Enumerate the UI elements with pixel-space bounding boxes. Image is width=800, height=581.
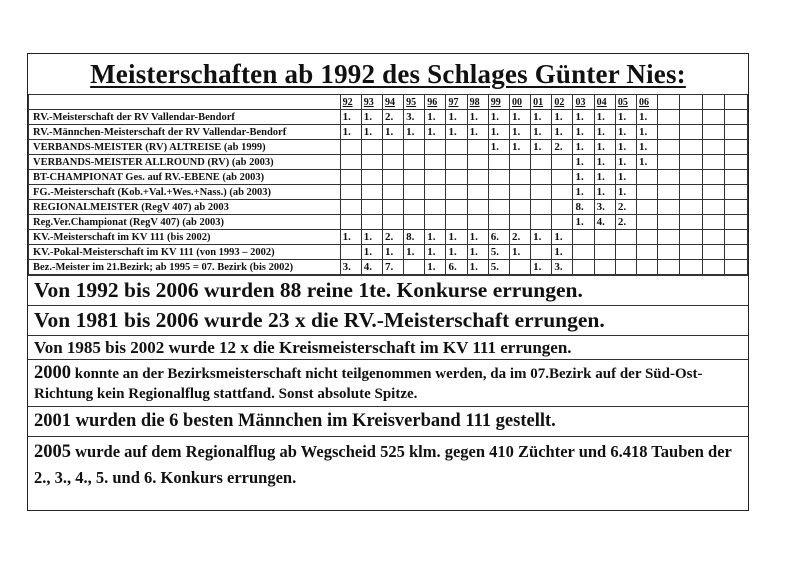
table-row bbox=[29, 140, 748, 155]
placement-cell: 1. bbox=[637, 110, 658, 125]
placement-cell: 1. bbox=[531, 110, 552, 125]
placement-cell bbox=[382, 185, 403, 200]
placement-cell bbox=[382, 140, 403, 155]
placement-cell: 1. bbox=[637, 125, 658, 140]
year-header-cell: 02 bbox=[552, 95, 573, 110]
year-header-cell: 04 bbox=[594, 95, 615, 110]
placement-cell: 1. bbox=[404, 245, 425, 260]
certificate-sheet bbox=[27, 53, 749, 511]
placement-cell: 2. bbox=[615, 215, 636, 230]
placement-cell: 1. bbox=[615, 155, 636, 170]
placement-cell: 1. bbox=[467, 260, 488, 275]
title-text: Meisterschaften ab 1992 des Schlages Günter Nies: bbox=[90, 58, 686, 89]
placement-cell bbox=[509, 170, 530, 185]
year-header-cell: 93 bbox=[361, 95, 382, 110]
placement-cell: 1. bbox=[615, 140, 636, 155]
statement-text: wurde auf dem Regionalflug ab Wegscheid 525 klm. gegen 410 Züchter und 6.418 Tauben der 2., 3., 4., 5. und 6. Konkurs errungen. bbox=[34, 442, 732, 487]
table-row bbox=[29, 170, 748, 185]
year-header-row bbox=[29, 95, 748, 110]
placement-cell bbox=[404, 260, 425, 275]
table-row bbox=[29, 200, 748, 215]
statement-rv-championships bbox=[28, 305, 748, 335]
placement-cell bbox=[382, 200, 403, 215]
placement-cell: 1. bbox=[446, 245, 467, 260]
placement-cell bbox=[637, 170, 658, 185]
placement-cell bbox=[680, 170, 702, 185]
placement-cell bbox=[573, 230, 594, 245]
placement-cell bbox=[404, 140, 425, 155]
placement-cell bbox=[702, 185, 724, 200]
placement-cell: 1. bbox=[573, 155, 594, 170]
placement-cell bbox=[531, 215, 552, 230]
placement-cell bbox=[488, 185, 509, 200]
placement-cell: 1. bbox=[594, 185, 615, 200]
placement-cell: 1. bbox=[573, 170, 594, 185]
placement-cell bbox=[594, 260, 615, 275]
placement-cell bbox=[573, 260, 594, 275]
page-title bbox=[28, 54, 748, 94]
placement-cell bbox=[467, 215, 488, 230]
placement-cell: 4. bbox=[361, 260, 382, 275]
placement-cell bbox=[552, 215, 573, 230]
placement-cell bbox=[724, 200, 747, 215]
placement-cell bbox=[467, 155, 488, 170]
placement-cell: 8. bbox=[573, 200, 594, 215]
placement-cell: 1. bbox=[446, 125, 467, 140]
placement-cell: 1. bbox=[467, 230, 488, 245]
placement-cell bbox=[680, 110, 702, 125]
year-header-cell: 96 bbox=[425, 95, 446, 110]
placement-cell: 1. bbox=[425, 230, 446, 245]
placement-cell bbox=[340, 245, 361, 260]
placement-cell: 1. bbox=[594, 155, 615, 170]
placement-cell: 1. bbox=[552, 245, 573, 260]
placement-cell bbox=[340, 155, 361, 170]
placement-cell bbox=[724, 260, 747, 275]
placement-cell bbox=[425, 215, 446, 230]
placement-cell: 1. bbox=[594, 110, 615, 125]
placement-cell bbox=[340, 140, 361, 155]
placement-cell bbox=[658, 230, 680, 245]
placement-cell: 2. bbox=[382, 110, 403, 125]
category-label: Reg.Ver.Championat (RegV 407) (ab 2003) bbox=[29, 215, 341, 230]
category-label: RV.-Männchen-Meisterschaft der RV Vallendar-Bendorf bbox=[29, 125, 341, 140]
placement-cell: 1. bbox=[467, 125, 488, 140]
placement-cell: 1. bbox=[531, 140, 552, 155]
table-row bbox=[29, 110, 748, 125]
placement-cell bbox=[615, 260, 636, 275]
placement-cell bbox=[509, 185, 530, 200]
placement-cell bbox=[361, 140, 382, 155]
placement-cell bbox=[509, 200, 530, 215]
placement-cell bbox=[467, 140, 488, 155]
placement-cell: 1. bbox=[361, 245, 382, 260]
placement-cell bbox=[680, 185, 702, 200]
placement-cell bbox=[509, 215, 530, 230]
placement-cell: 1. bbox=[340, 110, 361, 125]
placement-cell: 1. bbox=[488, 125, 509, 140]
placement-cell bbox=[361, 155, 382, 170]
placement-cell bbox=[425, 170, 446, 185]
placement-cell bbox=[488, 215, 509, 230]
placement-cell: 1. bbox=[425, 260, 446, 275]
placement-cell: 7. bbox=[382, 260, 403, 275]
placement-cell: 3. bbox=[594, 200, 615, 215]
placement-cell bbox=[680, 215, 702, 230]
placement-cell bbox=[637, 260, 658, 275]
placement-cell bbox=[658, 170, 680, 185]
championship-table bbox=[28, 94, 748, 275]
placement-cell: 1. bbox=[425, 125, 446, 140]
category-label: VERBANDS-MEISTER ALLROUND (RV) (ab 2003) bbox=[29, 155, 341, 170]
placement-cell: 1. bbox=[446, 110, 467, 125]
placement-cell: 3. bbox=[404, 110, 425, 125]
placement-cell: 1. bbox=[509, 110, 530, 125]
placement-cell bbox=[531, 155, 552, 170]
placement-cell bbox=[680, 155, 702, 170]
placement-cell bbox=[488, 200, 509, 215]
category-label: RV.-Meisterschaft der RV Vallendar-Bendorf bbox=[29, 110, 341, 125]
placement-cell bbox=[680, 200, 702, 215]
placement-cell bbox=[425, 140, 446, 155]
placement-cell bbox=[446, 140, 467, 155]
placement-cell: 1. bbox=[509, 140, 530, 155]
placement-cell bbox=[573, 245, 594, 260]
statement-year: 2000 bbox=[34, 363, 71, 383]
placement-cell: 1. bbox=[637, 140, 658, 155]
placement-cell bbox=[594, 245, 615, 260]
placement-cell bbox=[724, 170, 747, 185]
statement-text: Von 1992 bis 2006 wurden 88 reine 1te. Konkurse errungen. bbox=[34, 278, 583, 302]
placement-cell bbox=[724, 215, 747, 230]
year-header-cell: 01 bbox=[531, 95, 552, 110]
placement-cell bbox=[404, 155, 425, 170]
placement-cell bbox=[724, 140, 747, 155]
year-header-cell: 06 bbox=[637, 95, 658, 110]
placement-cell: 1. bbox=[531, 230, 552, 245]
placement-cell: 5. bbox=[488, 260, 509, 275]
placement-cell bbox=[552, 155, 573, 170]
placement-cell bbox=[724, 230, 747, 245]
placement-cell: 1. bbox=[425, 110, 446, 125]
year-header-cell bbox=[680, 95, 702, 110]
placement-cell bbox=[680, 230, 702, 245]
placement-cell bbox=[680, 245, 702, 260]
placement-cell: 1. bbox=[425, 245, 446, 260]
placement-cell: 8. bbox=[404, 230, 425, 245]
placement-cell bbox=[702, 170, 724, 185]
placement-cell bbox=[361, 185, 382, 200]
placement-cell: 1. bbox=[509, 125, 530, 140]
placement-cell bbox=[552, 200, 573, 215]
placement-cell bbox=[425, 185, 446, 200]
placement-cell bbox=[340, 215, 361, 230]
statement-total-wins bbox=[28, 275, 748, 305]
placement-cell: 1. bbox=[404, 125, 425, 140]
year-header-cell bbox=[724, 95, 747, 110]
placement-cell bbox=[531, 200, 552, 215]
placement-cell bbox=[467, 170, 488, 185]
placement-cell: 1. bbox=[340, 125, 361, 140]
table-body bbox=[29, 110, 748, 275]
year-header-cell bbox=[702, 95, 724, 110]
placement-cell bbox=[382, 215, 403, 230]
placement-cell bbox=[702, 140, 724, 155]
table-row bbox=[29, 185, 748, 200]
category-label: FG.-Meisterschaft (Kob.+Val.+Wes.+Nass.) (ab 2003) bbox=[29, 185, 341, 200]
placement-cell: 3. bbox=[340, 260, 361, 275]
placement-cell: 1. bbox=[531, 260, 552, 275]
placement-cell: 3. bbox=[552, 260, 573, 275]
placement-cell bbox=[361, 215, 382, 230]
table-row bbox=[29, 230, 748, 245]
table-row bbox=[29, 260, 748, 275]
placement-cell bbox=[404, 200, 425, 215]
placement-cell bbox=[340, 170, 361, 185]
placement-cell bbox=[680, 140, 702, 155]
placement-cell: 1. bbox=[446, 230, 467, 245]
placement-cell bbox=[658, 245, 680, 260]
placement-cell: 1. bbox=[573, 185, 594, 200]
placement-cell bbox=[552, 170, 573, 185]
placement-cell bbox=[340, 185, 361, 200]
placement-cell: 2. bbox=[552, 140, 573, 155]
placement-cell bbox=[702, 155, 724, 170]
placement-cell bbox=[594, 230, 615, 245]
table-row bbox=[29, 125, 748, 140]
table-row bbox=[29, 155, 748, 170]
placement-cell bbox=[658, 110, 680, 125]
placement-cell bbox=[637, 245, 658, 260]
placement-cell bbox=[404, 215, 425, 230]
placement-cell bbox=[658, 155, 680, 170]
statement-text: Von 1985 bis 2002 wurde 12 x die Kreismeisterschaft im KV 111 errungen. bbox=[34, 337, 572, 357]
year-header-cell: 03 bbox=[573, 95, 594, 110]
placement-cell: 2. bbox=[615, 200, 636, 215]
placement-cell bbox=[361, 170, 382, 185]
placement-cell bbox=[702, 260, 724, 275]
year-header-cell: 92 bbox=[340, 95, 361, 110]
placement-cell: 6. bbox=[488, 230, 509, 245]
placement-cell bbox=[658, 125, 680, 140]
placement-cell bbox=[658, 200, 680, 215]
placement-cell: 1. bbox=[615, 110, 636, 125]
placement-cell: 1. bbox=[340, 230, 361, 245]
category-label: Bez.-Meister im 21.Bezirk; ab 1995 = 07. Bezirk (bis 2002) bbox=[29, 260, 341, 275]
year-header-cell: 00 bbox=[509, 95, 530, 110]
placement-cell: 1. bbox=[594, 140, 615, 155]
placement-cell: 1. bbox=[488, 140, 509, 155]
placement-cell bbox=[467, 200, 488, 215]
placement-cell bbox=[724, 125, 747, 140]
category-label: REGIONALMEISTER (RegV 407) ab 2003 bbox=[29, 200, 341, 215]
placement-cell bbox=[615, 245, 636, 260]
placement-cell: 1. bbox=[594, 170, 615, 185]
placement-cell: 4. bbox=[594, 215, 615, 230]
placement-cell bbox=[724, 245, 747, 260]
placement-cell bbox=[658, 185, 680, 200]
placement-cell bbox=[702, 230, 724, 245]
year-header-cell: 95 bbox=[404, 95, 425, 110]
placement-cell bbox=[702, 215, 724, 230]
placement-cell bbox=[680, 125, 702, 140]
placement-cell: 1. bbox=[361, 110, 382, 125]
placement-cell bbox=[637, 230, 658, 245]
statement-text: 2001 wurden die 6 besten Männchen im Kreisverband 111 gestellt. bbox=[34, 411, 556, 431]
category-label: VERBANDS-MEISTER (RV) ALTREISE (ab 1999) bbox=[29, 140, 341, 155]
placement-cell: 6. bbox=[446, 260, 467, 275]
placement-cell bbox=[531, 170, 552, 185]
placement-cell bbox=[488, 155, 509, 170]
placement-cell: 1. bbox=[615, 125, 636, 140]
statement-kv-championships bbox=[28, 335, 748, 359]
placement-cell: 1. bbox=[552, 125, 573, 140]
placement-cell bbox=[446, 185, 467, 200]
placement-cell bbox=[488, 170, 509, 185]
placement-cell bbox=[531, 245, 552, 260]
placement-cell bbox=[637, 215, 658, 230]
placement-cell: 1. bbox=[552, 110, 573, 125]
placement-cell bbox=[425, 155, 446, 170]
placement-cell bbox=[340, 200, 361, 215]
placement-cell bbox=[724, 185, 747, 200]
statement-year: 2005 bbox=[34, 442, 71, 462]
placement-cell: 1. bbox=[615, 185, 636, 200]
placement-cell: 1. bbox=[573, 125, 594, 140]
year-header-cell: 97 bbox=[446, 95, 467, 110]
placement-cell: 1. bbox=[382, 125, 403, 140]
placement-cell bbox=[637, 185, 658, 200]
placement-cell bbox=[425, 200, 446, 215]
placement-cell bbox=[680, 260, 702, 275]
placement-cell bbox=[658, 215, 680, 230]
year-header-cell: 98 bbox=[467, 95, 488, 110]
placement-cell: 1. bbox=[573, 140, 594, 155]
statement-2001 bbox=[28, 406, 748, 436]
year-header-cell: 05 bbox=[615, 95, 636, 110]
placement-cell: 1. bbox=[615, 170, 636, 185]
year-header-cell bbox=[658, 95, 680, 110]
placement-cell bbox=[446, 215, 467, 230]
placement-cell: 2. bbox=[509, 230, 530, 245]
placement-cell: 1. bbox=[531, 125, 552, 140]
placement-cell bbox=[702, 125, 724, 140]
placement-cell: 1. bbox=[552, 230, 573, 245]
header-corner bbox=[29, 95, 341, 110]
statement-text: Von 1981 bis 2006 wurde 23 x die RV.-Meisterschaft errungen. bbox=[34, 308, 605, 332]
placement-cell bbox=[637, 200, 658, 215]
placement-cell bbox=[509, 260, 530, 275]
category-label: KV.-Meisterschaft im KV 111 (bis 2002) bbox=[29, 230, 341, 245]
statement-text: konnte an der Bezirksmeisterschaft nicht teilgenommen werden, da im 07.Bezirk auf der Süd-Ost-Richtung kein Regionalflug stattfand. Sonst absolute Spitze. bbox=[34, 366, 703, 402]
placement-cell bbox=[658, 140, 680, 155]
placement-cell bbox=[446, 170, 467, 185]
placement-cell: 5. bbox=[488, 245, 509, 260]
placement-cell bbox=[552, 185, 573, 200]
placement-cell bbox=[702, 200, 724, 215]
placement-cell bbox=[361, 200, 382, 215]
placement-cell: 2. bbox=[382, 230, 403, 245]
category-label: BT-CHAMPIONAT Ges. auf RV.-EBENE (ab 2003) bbox=[29, 170, 341, 185]
placement-cell bbox=[382, 170, 403, 185]
placement-cell bbox=[467, 185, 488, 200]
placement-cell: 1. bbox=[509, 245, 530, 260]
placement-cell bbox=[446, 155, 467, 170]
placement-cell: 1. bbox=[594, 125, 615, 140]
placement-cell: 1. bbox=[361, 125, 382, 140]
placement-cell bbox=[658, 260, 680, 275]
placement-cell bbox=[724, 155, 747, 170]
placement-cell: 1. bbox=[573, 215, 594, 230]
category-label: KV.-Pokal-Meisterschaft im KV 111 (von 1993 – 2002) bbox=[29, 245, 341, 260]
table-row bbox=[29, 215, 748, 230]
placement-cell bbox=[531, 185, 552, 200]
placement-cell: 1. bbox=[467, 110, 488, 125]
placement-cell: 1. bbox=[382, 245, 403, 260]
table-row bbox=[29, 245, 748, 260]
statement-2000 bbox=[28, 359, 748, 406]
placement-cell: 1. bbox=[573, 110, 594, 125]
placement-cell: 1. bbox=[637, 155, 658, 170]
statement-2005 bbox=[28, 436, 748, 494]
placement-cell bbox=[702, 110, 724, 125]
placement-cell bbox=[446, 200, 467, 215]
placement-cell: 1. bbox=[488, 110, 509, 125]
placement-cell bbox=[509, 155, 530, 170]
placement-cell: 1. bbox=[467, 245, 488, 260]
placement-cell bbox=[404, 185, 425, 200]
placement-cell: 1. bbox=[361, 230, 382, 245]
placement-cell bbox=[702, 245, 724, 260]
year-header-cell: 99 bbox=[488, 95, 509, 110]
placement-cell bbox=[404, 170, 425, 185]
placement-cell bbox=[615, 230, 636, 245]
placement-cell bbox=[724, 110, 747, 125]
placement-cell bbox=[382, 155, 403, 170]
year-header-cell: 94 bbox=[382, 95, 403, 110]
